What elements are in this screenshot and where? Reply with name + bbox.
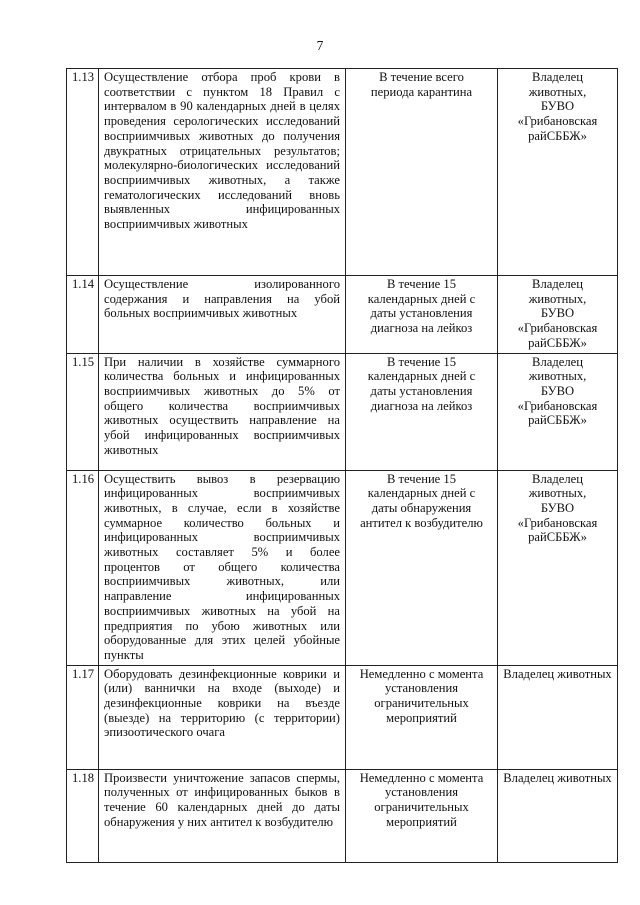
term-text: В течение 15 календарных дней с даты установления диагноза на лейкоз: [367, 354, 476, 413]
measures-table: [66, 68, 618, 863]
term-text: В течение всего периода карантина: [370, 70, 473, 99]
row-number: 1.17: [67, 665, 99, 769]
row-number: 1.18: [67, 769, 99, 862]
table-row: [67, 665, 618, 769]
table-row: [67, 353, 618, 470]
action-cell: [99, 769, 346, 862]
responsible-cell: [498, 276, 618, 354]
term-cell: [346, 276, 498, 354]
table-row: [67, 69, 618, 276]
responsible-cell: [498, 353, 618, 470]
responsible-text: Владелец животных: [503, 770, 612, 785]
responsible-text: Владелец животных, БУВО «Грибановская райСББЖ»: [517, 354, 598, 428]
responsible-text: Владелец животных, БУВО «Грибановская райСББЖ»: [517, 277, 598, 350]
action-text: Осуществление отбора проб крови в соответствии с пунктом 18 Правил с интервалом в 90 календарных дней в целях проведения серологических исследований восприимчивых животных до получения двукратных отрицательных результатов; молекулярно-биологических исследований восприимчивых животных, а также гематологических исследований вновь выявленных инфицированных восприимчивых животных: [104, 70, 340, 232]
term-cell: [346, 470, 498, 665]
term-cell: [346, 769, 498, 862]
table-row: [67, 470, 618, 665]
action-cell: [99, 470, 346, 665]
row-number: 1.16: [67, 470, 99, 665]
responsible-cell: [498, 665, 618, 769]
responsible-cell: [498, 470, 618, 665]
term-text: Немедленно с момента установления ограничительных мероприятий: [359, 770, 484, 829]
table-row: [67, 276, 618, 354]
row-number: 1.15: [67, 353, 99, 470]
action-cell: [99, 69, 346, 276]
action-text: Оборудовать дезинфекционные коврики и (или) ваннички на входе (выходе) и дезинфекционные коврики на въезде (выезде) на территорию (с территории) эпизоотического очага: [104, 666, 340, 740]
action-text: Осуществление изолированного содержания и направления на убой больных восприимчивых животных: [104, 277, 340, 321]
term-text: Немедленно с момента установления ограничительных мероприятий: [359, 666, 484, 725]
action-cell: [99, 353, 346, 470]
term-text: В течение 15 календарных дней с даты установления диагноза на лейкоз: [367, 277, 476, 336]
action-cell: [99, 276, 346, 354]
term-cell: [346, 665, 498, 769]
action-text: При наличии в хозяйстве суммарного количества больных и инфицированных восприимчивых животных до 5% от общего количества восприимчивых животных осуществить направление на убой инфицированных восприимчивых животных: [104, 354, 340, 457]
action-text: Произвести уничтожение запасов спермы, полученных от инфицированных быков в течение 60 календарных дней до даты обнаружения у них антител к возбудителю: [104, 770, 340, 829]
table-row: [67, 769, 618, 862]
responsible-text: Владелец животных, БУВО «Грибановская райСББЖ»: [517, 471, 598, 545]
row-number: 1.14: [67, 276, 99, 354]
action-text: Осуществить вывоз в резервацию инфицированных восприимчивых животных, в случае, если в хозяйстве суммарное количество больных и инфицированных восприимчивых животных составляет 5% и более процентов от общего количества восприимчивых животных, или направление инфицированных восприимчивых животных на убой на предприятия по убою животных или оборудованные для этих целей убойные пункты: [104, 471, 340, 662]
term-cell: [346, 69, 498, 276]
responsible-text: Владелец животных, БУВО «Грибановская райСББЖ»: [517, 70, 598, 143]
page-number: 7: [316, 38, 324, 53]
row-number: 1.13: [67, 69, 99, 276]
responsible-text: Владелец животных: [503, 666, 612, 681]
action-cell: [99, 665, 346, 769]
term-cell: [346, 353, 498, 470]
term-text: В течение 15 календарных дней с даты обнаружения антител к возбудителю: [360, 471, 483, 530]
responsible-cell: [498, 69, 618, 276]
responsible-cell: [498, 769, 618, 862]
